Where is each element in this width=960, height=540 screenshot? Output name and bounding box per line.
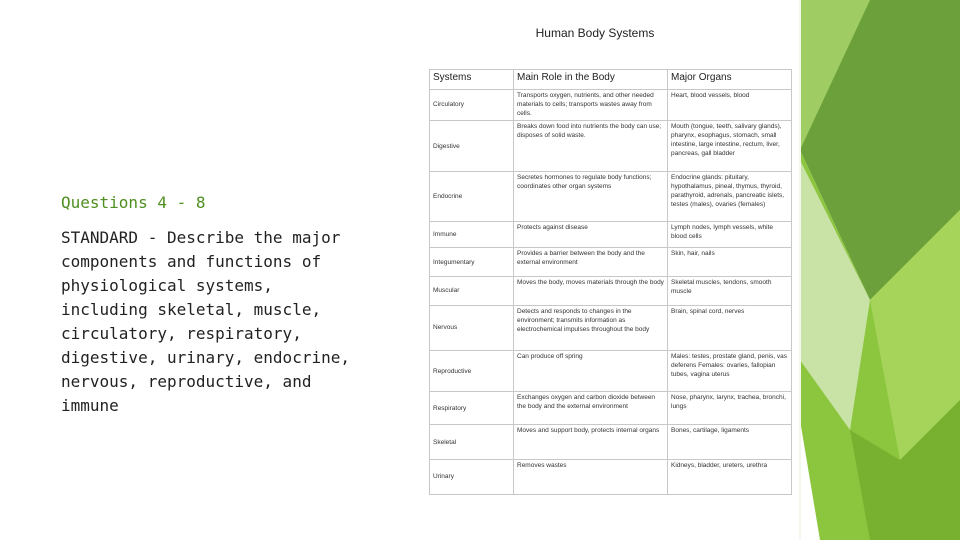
cell-organs: Skin, hair, nails bbox=[668, 248, 792, 277]
cell-role: Detects and responds to changes in the environment; transmits information as electrochemical impulses throughout the body bbox=[514, 305, 668, 350]
cell-organs: Kidneys, bladder, ureters, urethra bbox=[668, 459, 792, 494]
cell-role: Transports oxygen, nutrients, and other needed materials to cells; transports wastes away from cells. bbox=[514, 90, 668, 121]
table-row bbox=[430, 305, 792, 350]
cell-system: Digestive bbox=[430, 120, 514, 171]
header-main-role: Main Role in the Body bbox=[514, 70, 668, 90]
table-row bbox=[430, 120, 792, 171]
cell-role: Can produce off spring bbox=[514, 351, 668, 392]
human-body-systems-table bbox=[429, 69, 792, 495]
cell-role: Secretes hormones to regulate body functions; coordinates other organ systems bbox=[514, 172, 668, 221]
cell-organs: Lymph nodes, lymph vessels, white blood cells bbox=[668, 221, 792, 248]
cell-role: Exchanges oxygen and carbon dioxide between the body and the external environment bbox=[514, 392, 668, 425]
cell-role: Provides a barrier between the body and the external environment bbox=[514, 248, 668, 277]
table-row bbox=[430, 221, 792, 248]
table-row bbox=[430, 351, 792, 392]
cell-system: Respiratory bbox=[430, 392, 514, 425]
cell-role: Protects against disease bbox=[514, 221, 668, 248]
cell-role: Breaks down food into nutrients the body can use; disposes of solid waste. bbox=[514, 120, 668, 171]
cell-system: Urinary bbox=[430, 459, 514, 494]
cell-organs: Bones, cartilage, ligaments bbox=[668, 425, 792, 460]
cell-role: Removes wastes bbox=[514, 459, 668, 494]
cell-organs: Heart, blood vessels, blood bbox=[668, 90, 792, 121]
cell-role: Moves the body, moves materials through the body bbox=[514, 277, 668, 306]
table-row bbox=[430, 277, 792, 306]
table-header-row bbox=[430, 70, 792, 90]
cell-system: Nervous bbox=[430, 305, 514, 350]
table-row bbox=[430, 248, 792, 277]
cell-system: Muscular bbox=[430, 277, 514, 306]
cell-organs: Brain, spinal cord, nerves bbox=[668, 305, 792, 350]
cell-system: Endocrine bbox=[430, 172, 514, 221]
cell-system: Integumentary bbox=[430, 248, 514, 277]
cell-organs: Nose, pharynx, larynx, trachea, bronchi, lungs bbox=[668, 392, 792, 425]
table-row bbox=[430, 459, 792, 494]
table-row bbox=[430, 172, 792, 221]
cell-organs: Males: testes, prostate gland, penis, vas deferens Females: ovaries, fallopian tubes, vagina uterus bbox=[668, 351, 792, 392]
cell-system: Reproductive bbox=[430, 351, 514, 392]
cell-system: Circulatory bbox=[430, 90, 514, 121]
header-systems: Systems bbox=[430, 70, 514, 90]
cell-organs: Endocrine glands: pituitary, hypothalamus, pineal, thymus, thyroid, parathyroid, adrenals, pancreatic islets, testes (males), ovaries (females) bbox=[668, 172, 792, 221]
cell-organs: Skeletal muscles, tendons, smooth muscle bbox=[668, 277, 792, 306]
standard-text: STANDARD - Describe the major components and functions of physiological systems, including skeletal, muscle, circulatory, respiratory, digestive, urinary, endocrine, nervous, reproductive, and immune bbox=[61, 228, 350, 415]
table-title: Human Body Systems bbox=[535, 26, 655, 40]
cell-system: Skeletal bbox=[430, 425, 514, 460]
questions-heading: Questions 4 - 8 bbox=[61, 193, 206, 212]
cell-system: Immune bbox=[430, 221, 514, 248]
table-row bbox=[430, 425, 792, 460]
cell-role: Moves and support body, protects internal organs bbox=[514, 425, 668, 460]
table-row bbox=[430, 90, 792, 121]
cell-organs: Mouth (tongue, teeth, salivary glands), pharynx, esophagus, stomach, small intestine, large intestine, rectum, liver, pancreas, gall bladder bbox=[668, 120, 792, 171]
header-major-organs: Major Organs bbox=[668, 70, 792, 90]
table-row bbox=[430, 392, 792, 425]
